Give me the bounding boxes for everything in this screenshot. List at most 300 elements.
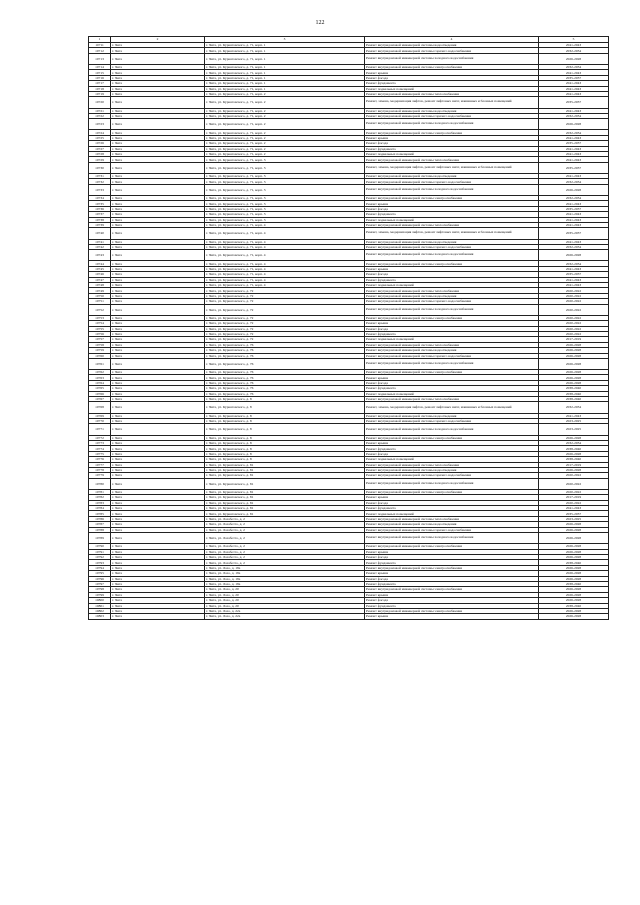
work-type-cell: Ремонт внутридомовой инженерной системы холодного водоснабжения bbox=[365, 250, 539, 261]
address-cell: г. Чита, ул. Курнатовского, д. 71, корп. 3 bbox=[205, 157, 365, 162]
work-type-cell: Ремонт, замена, модернизация лифтов, ремонт лифтовых шахт, машинных и блочных помещений bbox=[365, 97, 539, 108]
table-row bbox=[89, 533, 609, 544]
period-cell: 2026-2028 bbox=[539, 380, 609, 385]
address-cell: г. Чита, ул. Курнатовского, д. 81 bbox=[205, 489, 365, 494]
locality-cell: г. Чита bbox=[111, 478, 205, 489]
locality-cell: г. Чита bbox=[111, 592, 205, 597]
row-number-cell: 10748 bbox=[89, 283, 111, 288]
table-row bbox=[89, 614, 609, 619]
address-cell: г. Чита, ул. Курнатовского, д. 8 bbox=[205, 424, 365, 435]
row-number-cell: 10733 bbox=[89, 184, 111, 195]
row-number-cell: 10732 bbox=[89, 179, 111, 184]
period-cell: 2026-2028 bbox=[539, 435, 609, 440]
row-number-cell: 10755 bbox=[89, 326, 111, 331]
address-cell: г. Чита, ул. Курнатовского, д. 72 bbox=[205, 321, 365, 326]
work-type-cell: Ремонт фасада bbox=[365, 75, 539, 80]
work-type-cell: Ремонт фасада bbox=[365, 272, 539, 277]
address-cell: г. Чита, ул. Курнатовского, д. 72 bbox=[205, 304, 365, 315]
period-cell: 2032-2034 bbox=[539, 195, 609, 200]
table-row bbox=[89, 97, 609, 108]
row-number-cell: 10797 bbox=[89, 581, 111, 586]
locality-cell: г. Чита bbox=[111, 272, 205, 277]
address-cell: г. Чита, ул. Курнатовского, д. 8 bbox=[205, 413, 365, 418]
work-type-cell: Ремонт крыши bbox=[365, 70, 539, 75]
work-type-cell: Ремонт внутридомовой инженерной системы водоотведения bbox=[365, 348, 539, 353]
row-number-cell: 10791 bbox=[89, 549, 111, 554]
address-cell: г. Чита, ул. Курнатовского, д. 71, корп. 4 bbox=[205, 261, 365, 266]
row-number-cell: 10743 bbox=[89, 250, 111, 261]
address-cell: г. Чита, ул. Курнатовского, д. 71, корп. 2 bbox=[205, 108, 365, 113]
address-cell: г. Чита, ул. Лазо, д. 18а bbox=[205, 565, 365, 570]
period-cell: 2041-2043 bbox=[539, 91, 609, 96]
period-cell: 2041-2043 bbox=[539, 157, 609, 162]
locality-cell: г. Чита bbox=[111, 380, 205, 385]
row-number-cell: 10742 bbox=[89, 244, 111, 249]
row-number-cell: 10715 bbox=[89, 70, 111, 75]
address-cell: г. Чита, ул. Курнатовского, д. 8 bbox=[205, 402, 365, 413]
locality-cell: г. Чита bbox=[111, 130, 205, 135]
address-cell: г. Чита, ул. Курнатовского, д. 8 bbox=[205, 419, 365, 424]
address-cell: г. Чита, ул. Курнатовского, д. 72 bbox=[205, 288, 365, 293]
work-type-cell: Ремонт внутридомовой инженерной системы горячего водоснабжения bbox=[365, 244, 539, 249]
locality-cell: г. Чита bbox=[111, 576, 205, 581]
locality-cell: г. Чита bbox=[111, 195, 205, 200]
work-type-cell: Ремонт внутридомовой инженерной системы теплоснабжения bbox=[365, 288, 539, 293]
work-type-cell: Ремонт, замена, модернизация лифтов, ремонт лифтовых шахт, машинных и блочных помещений bbox=[365, 228, 539, 239]
row-number-cell: 10782 bbox=[89, 495, 111, 500]
work-type-cell: Ремонт фундамента bbox=[365, 386, 539, 391]
period-cell: 2026-2028 bbox=[539, 565, 609, 570]
row-number-cell: 10712 bbox=[89, 48, 111, 53]
period-cell: 2032-2034 bbox=[539, 130, 609, 135]
address-cell: г. Чита, ул. Курнатовского, д. 71, корп. 4 bbox=[205, 222, 365, 227]
column-header: 3 bbox=[205, 37, 365, 43]
address-cell: г. Чита, ул. Курнатовского, д. 76 bbox=[205, 358, 365, 369]
locality-cell: г. Чита bbox=[111, 457, 205, 462]
locality-cell: г. Чита bbox=[111, 555, 205, 560]
row-number-cell: 10739 bbox=[89, 222, 111, 227]
row-number-cell: 10738 bbox=[89, 217, 111, 222]
work-type-cell: Ремонт внутридомовой инженерной системы теплоснабжения bbox=[365, 516, 539, 521]
period-cell: 2020-2022 bbox=[539, 473, 609, 478]
work-type-cell: Ремонт фундамента bbox=[365, 506, 539, 511]
address-cell: г. Чита, ул. Курнатовского, д. 8 bbox=[205, 435, 365, 440]
work-type-cell: Ремонт внутридомовой инженерной системы горячего водоснабжения bbox=[365, 473, 539, 478]
period-cell: 2026-2028 bbox=[539, 342, 609, 347]
locality-cell: г. Чита bbox=[111, 533, 205, 544]
address-cell: г. Чита, ул. Курнатовского, д. 71, корп. 1 bbox=[205, 75, 365, 80]
period-cell: 2041-2043 bbox=[539, 70, 609, 75]
period-cell: 2017-2019 bbox=[539, 462, 609, 467]
row-number-cell: 10774 bbox=[89, 446, 111, 451]
locality-cell: г. Чита bbox=[111, 250, 205, 261]
period-cell: 2041-2043 bbox=[539, 277, 609, 282]
address-cell: г. Чита, ул. Курнатовского, д. 76 bbox=[205, 353, 365, 358]
locality-cell: г. Чита bbox=[111, 348, 205, 353]
locality-cell: г. Чита bbox=[111, 549, 205, 554]
period-cell: 2041-2043 bbox=[539, 174, 609, 179]
period-cell: 2020-2022 bbox=[539, 304, 609, 315]
locality-cell: г. Чита bbox=[111, 162, 205, 173]
period-cell: 2020-2022 bbox=[539, 293, 609, 298]
locality-cell: г. Чита bbox=[111, 228, 205, 239]
work-type-cell: Ремонт фасада bbox=[365, 326, 539, 331]
address-cell: г. Чита, ул. Курнатовского, д. 71, корп. 1 bbox=[205, 43, 365, 48]
work-type-cell: Ремонт внутридомовой инженерной системы горячего водоснабжения bbox=[365, 299, 539, 304]
period-cell: 2026-2028 bbox=[539, 614, 609, 619]
locality-cell: г. Чита bbox=[111, 473, 205, 478]
row-number-cell: 10730 bbox=[89, 162, 111, 173]
address-cell: г. Чита, ул. Курнатовского, д. 71, корп. 2 bbox=[205, 113, 365, 118]
address-cell: г. Чита, ул. Курнатовского, д. 81 bbox=[205, 500, 365, 505]
locality-cell: г. Чита bbox=[111, 266, 205, 271]
row-number-cell: 10749 bbox=[89, 288, 111, 293]
locality-cell: г. Чита bbox=[111, 516, 205, 521]
table-row bbox=[89, 424, 609, 435]
period-cell: 2023-2025 bbox=[539, 516, 609, 521]
row-number-cell: 10776 bbox=[89, 457, 111, 462]
locality-cell: г. Чита bbox=[111, 75, 205, 80]
period-cell: 2032-2034 bbox=[539, 113, 609, 118]
locality-cell: г. Чита bbox=[111, 413, 205, 418]
period-cell: 2026-2028 bbox=[539, 184, 609, 195]
period-cell: 2041-2043 bbox=[539, 239, 609, 244]
address-cell: г. Чита, ул. Курнатовского, д. 71, корп. 1 bbox=[205, 86, 365, 91]
locality-cell: г. Чита bbox=[111, 64, 205, 69]
period-cell: 2026-2028 bbox=[539, 533, 609, 544]
locality-cell: г. Чита bbox=[111, 424, 205, 435]
locality-cell: г. Чита bbox=[111, 86, 205, 91]
locality-cell: г. Чита bbox=[111, 451, 205, 456]
locality-cell: г. Чита bbox=[111, 603, 205, 608]
locality-cell: г. Чита bbox=[111, 141, 205, 146]
work-type-cell: Ремонт крыши bbox=[365, 549, 539, 554]
address-cell: г. Чита, ул. Курнатовского, д. 71, корп. 3 bbox=[205, 195, 365, 200]
locality-cell: г. Чита bbox=[111, 152, 205, 157]
period-cell: 2035-2037 bbox=[539, 206, 609, 211]
period-cell: 2026-2028 bbox=[539, 348, 609, 353]
work-type-cell: Ремонт фундамента bbox=[365, 81, 539, 86]
work-type-cell: Ремонт фасада bbox=[365, 451, 539, 456]
row-number-cell: 10788 bbox=[89, 527, 111, 532]
work-type-cell: Ремонт внутридомовой инженерной системы электроснабжения bbox=[365, 435, 539, 440]
row-number-cell: 10777 bbox=[89, 462, 111, 467]
repair-schedule-table bbox=[88, 36, 609, 620]
row-number-cell: 10740 bbox=[89, 228, 111, 239]
period-cell: 2026-2028 bbox=[539, 576, 609, 581]
table-row bbox=[89, 184, 609, 195]
row-number-cell: 10751 bbox=[89, 299, 111, 304]
work-type-cell: Ремонт фундамента bbox=[365, 212, 539, 217]
row-number-cell: 10752 bbox=[89, 304, 111, 315]
locality-cell: г. Чита bbox=[111, 614, 205, 619]
address-cell: г. Чита, ул. Курнатовского, д. 71, корп. 3 bbox=[205, 212, 365, 217]
row-number-cell: 10720 bbox=[89, 97, 111, 108]
work-type-cell: Ремонт внутридомовой инженерной системы холодного водоснабжения bbox=[365, 304, 539, 315]
address-cell: г. Чита, ул. Курнатовского, д. 76 bbox=[205, 375, 365, 380]
locality-cell: г. Чита bbox=[111, 206, 205, 211]
row-number-cell: 10775 bbox=[89, 451, 111, 456]
row-number-cell: 10723 bbox=[89, 119, 111, 130]
address-cell: г. Чита, ул. Курнатовского, д. 71, корп. 3 bbox=[205, 179, 365, 184]
table-row bbox=[89, 119, 609, 130]
address-cell: г. Чита, ул. Курнатовского, д. 71, корп. 2 bbox=[205, 119, 365, 130]
period-cell: 2023-2025 bbox=[539, 419, 609, 424]
row-number-cell: 10789 bbox=[89, 533, 111, 544]
row-number-cell: 10727 bbox=[89, 146, 111, 151]
row-number-cell: 10795 bbox=[89, 571, 111, 576]
address-cell: г. Чита, ул. Лазо, д. 20 bbox=[205, 598, 365, 603]
row-number-cell: 10769 bbox=[89, 413, 111, 418]
period-cell: 2020-2022 bbox=[539, 331, 609, 336]
period-cell: 2032-2034 bbox=[539, 261, 609, 266]
work-type-cell: Ремонт внутридомовой инженерной системы теплоснабжения bbox=[365, 397, 539, 402]
locality-cell: г. Чита bbox=[111, 293, 205, 298]
work-type-cell: Ремонт внутридомовой инженерной системы водоотведения bbox=[365, 108, 539, 113]
period-cell: 2038-2040 bbox=[539, 397, 609, 402]
address-cell: г. Чита, ул. Курнатовского, д. 8 bbox=[205, 397, 365, 402]
address-cell: г. Чита, ул. Курнатовского, д. 76 bbox=[205, 342, 365, 347]
period-cell: 2026-2028 bbox=[539, 527, 609, 532]
locality-cell: г. Чита bbox=[111, 113, 205, 118]
row-number-cell: 10767 bbox=[89, 397, 111, 402]
address-cell: г. Чита, ул. Курнатовского, д. 71, корп. 4 bbox=[205, 228, 365, 239]
row-number-cell: 10800 bbox=[89, 598, 111, 603]
period-cell: 2041-2043 bbox=[539, 413, 609, 418]
period-cell: 2041-2043 bbox=[539, 86, 609, 91]
row-number-cell: 10760 bbox=[89, 353, 111, 358]
period-cell: 2041-2043 bbox=[539, 212, 609, 217]
locality-cell: г. Чита bbox=[111, 184, 205, 195]
locality-cell: г. Чита bbox=[111, 48, 205, 53]
locality-cell: г. Чита bbox=[111, 304, 205, 315]
period-cell: 2038-2040 bbox=[539, 391, 609, 396]
locality-cell: г. Чита bbox=[111, 119, 205, 130]
address-cell: г. Чита, ул. Курнатовского, д. 71, корп. 1 bbox=[205, 53, 365, 64]
work-type-cell: Ремонт подвальных помещений bbox=[365, 457, 539, 462]
work-type-cell: Ремонт внутридомовой инженерной системы электроснабжения bbox=[365, 370, 539, 375]
address-cell: г. Чита, ул. Курнатовского, д. 71, корп. 4 bbox=[205, 250, 365, 261]
locality-cell: г. Чита bbox=[111, 397, 205, 402]
locality-cell: г. Чита bbox=[111, 506, 205, 511]
address-cell: г. Чита, ул. Курнатовского, д. 81 bbox=[205, 462, 365, 467]
period-cell: 2032-2034 bbox=[539, 64, 609, 69]
locality-cell: г. Чита bbox=[111, 598, 205, 603]
table-body bbox=[89, 43, 609, 620]
address-cell: г. Чита, ул. Курнатовского, д. 71, корп. 3 bbox=[205, 174, 365, 179]
column-header: 2 bbox=[111, 37, 205, 43]
work-type-cell: Ремонт подвальных помещений bbox=[365, 152, 539, 157]
locality-cell: г. Чита bbox=[111, 321, 205, 326]
address-cell: г. Чита, ул. Курнатовского, д. 8 bbox=[205, 440, 365, 445]
locality-cell: г. Чита bbox=[111, 571, 205, 576]
period-cell: 2017-2019 bbox=[539, 495, 609, 500]
address-cell: г. Чита, ул. Курнатовского, д. 71, корп. 2 bbox=[205, 141, 365, 146]
row-number-cell: 10801 bbox=[89, 603, 111, 608]
row-number-cell: 10724 bbox=[89, 130, 111, 135]
period-cell: 2026-2028 bbox=[539, 555, 609, 560]
period-cell: 2026-2028 bbox=[539, 608, 609, 613]
address-cell: г. Чита, ул. Курнатовского, д. 71, корп. 3 bbox=[205, 217, 365, 222]
address-cell: г. Чита, ул. Лазаботго, д. 2 bbox=[205, 544, 365, 549]
period-cell: 2041-2043 bbox=[539, 146, 609, 151]
row-number-cell: 10779 bbox=[89, 473, 111, 478]
row-number-cell: 10770 bbox=[89, 419, 111, 424]
address-cell: г. Чита, ул. Курнатовского, д. 71, корп. 1 bbox=[205, 81, 365, 86]
address-cell: г. Чита, ул. Курнатовского, д. 81 bbox=[205, 473, 365, 478]
address-cell: г. Чита, ул. Курнатовского, д. 71, корп. 1 bbox=[205, 64, 365, 69]
address-cell: г. Чита, ул. Курнатовского, д. 71, корп. 2 bbox=[205, 130, 365, 135]
work-type-cell: Ремонт внутридомовой инженерной системы водоотведения bbox=[365, 43, 539, 48]
row-number-cell: 10737 bbox=[89, 212, 111, 217]
work-type-cell: Ремонт фасада bbox=[365, 141, 539, 146]
work-type-cell: Ремонт внутридомовой инженерной системы электроснабжения bbox=[365, 64, 539, 69]
address-cell: г. Чита, ул. Курнатовского, д. 71, корп. 4 bbox=[205, 244, 365, 249]
locality-cell: г. Чита bbox=[111, 239, 205, 244]
address-cell: г. Чита, ул. Курнатовского, д. 71, корп. 3 bbox=[205, 201, 365, 206]
period-cell: 2026-2028 bbox=[539, 544, 609, 549]
period-cell: 2041-2043 bbox=[539, 135, 609, 140]
work-type-cell: Ремонт фасада bbox=[365, 598, 539, 603]
row-number-cell: 10717 bbox=[89, 81, 111, 86]
locality-cell: г. Чита bbox=[111, 283, 205, 288]
address-cell: г. Чита, ул. Курнатовского, д. 72 bbox=[205, 331, 365, 336]
row-number-cell: 10803 bbox=[89, 614, 111, 619]
locality-cell: г. Чита bbox=[111, 157, 205, 162]
row-number-cell: 10768 bbox=[89, 402, 111, 413]
work-type-cell: Ремонт внутридомовой инженерной системы водоотведения bbox=[365, 174, 539, 179]
row-number-cell: 10719 bbox=[89, 91, 111, 96]
row-number-cell: 10778 bbox=[89, 467, 111, 472]
period-cell: 2020-2022 bbox=[539, 321, 609, 326]
work-type-cell: Ремонт внутридомовой инженерной системы водоотведения bbox=[365, 467, 539, 472]
row-number-cell: 10784 bbox=[89, 506, 111, 511]
period-cell: 2035-2037 bbox=[539, 511, 609, 516]
address-cell: г. Чита, ул. Курнатовского, д. 71, корп. 3 bbox=[205, 184, 365, 195]
period-cell: 2026-2028 bbox=[539, 467, 609, 472]
locality-cell: г. Чита bbox=[111, 560, 205, 565]
row-number-cell: 10781 bbox=[89, 489, 111, 494]
work-type-cell: Ремонт подвальных помещений bbox=[365, 86, 539, 91]
address-cell: г. Чита, ул. Курнатовского, д. 76 bbox=[205, 391, 365, 396]
locality-cell: г. Чита bbox=[111, 495, 205, 500]
row-number-cell: 10716 bbox=[89, 75, 111, 80]
row-number-cell: 10757 bbox=[89, 337, 111, 342]
address-cell: г. Чита, ул. Курнатовского, д. 76 bbox=[205, 380, 365, 385]
row-number-cell: 10747 bbox=[89, 277, 111, 282]
locality-cell: г. Чита bbox=[111, 315, 205, 320]
work-type-cell: Ремонт крыши bbox=[365, 614, 539, 619]
work-type-cell: Ремонт фундамента bbox=[365, 331, 539, 336]
table-row bbox=[89, 53, 609, 64]
address-cell: г. Чита, ул. Курнатовского, д. 71, корп. 4 bbox=[205, 272, 365, 277]
period-cell: 2038-2040 bbox=[539, 581, 609, 586]
work-type-cell: Ремонт внутридомовой инженерной системы электроснабжения bbox=[365, 565, 539, 570]
locality-cell: г. Чита bbox=[111, 353, 205, 358]
period-cell: 2026-2028 bbox=[539, 451, 609, 456]
locality-cell: г. Чита bbox=[111, 70, 205, 75]
period-cell: 2032-2034 bbox=[539, 244, 609, 249]
work-type-cell: Ремонт внутридомовой инженерной системы теплоснабжения bbox=[365, 222, 539, 227]
work-type-cell: Ремонт крыши bbox=[365, 495, 539, 500]
row-number-cell: 10744 bbox=[89, 261, 111, 266]
row-number-cell: 10736 bbox=[89, 206, 111, 211]
work-type-cell: Ремонт внутридомовой инженерной системы электроснабжения bbox=[365, 587, 539, 592]
address-cell: г. Чита, ул. Лазо, д. 18а bbox=[205, 576, 365, 581]
work-type-cell: Ремонт внутридомовой инженерной системы электроснабжения bbox=[365, 261, 539, 266]
work-type-cell: Ремонт фундамента bbox=[365, 446, 539, 451]
row-number-cell: 10756 bbox=[89, 331, 111, 336]
period-cell: 2026-2028 bbox=[539, 598, 609, 603]
address-cell: г. Чита, ул. Курнатовского, д. 71, корп. 3 bbox=[205, 162, 365, 173]
row-number-cell: 10734 bbox=[89, 195, 111, 200]
row-number-cell: 10758 bbox=[89, 342, 111, 347]
row-number-cell: 10762 bbox=[89, 370, 111, 375]
work-type-cell: Ремонт подвальных помещений bbox=[365, 511, 539, 516]
address-cell: г. Чита, ул. Лазо, д. 22а bbox=[205, 614, 365, 619]
work-type-cell: Ремонт внутридомовой инженерной системы электроснабжения bbox=[365, 315, 539, 320]
address-cell: г. Чита, ул. Курнатовского, д. 71, корп. 2 bbox=[205, 97, 365, 108]
row-number-cell: 10773 bbox=[89, 440, 111, 445]
period-cell: 2026-2028 bbox=[539, 250, 609, 261]
work-type-cell: Ремонт внутридомовой инженерной системы электроснабжения bbox=[365, 544, 539, 549]
locality-cell: г. Чита bbox=[111, 440, 205, 445]
work-type-cell: Ремонт фундамента bbox=[365, 146, 539, 151]
locality-cell: г. Чита bbox=[111, 419, 205, 424]
period-cell: 2032-2034 bbox=[539, 402, 609, 413]
address-cell: г. Чита, ул. Лазаботго, д. 2 bbox=[205, 522, 365, 527]
period-cell: 2032-2034 bbox=[539, 179, 609, 184]
address-cell: г. Чита, ул. Курнатовского, д. 71, корп. 1 bbox=[205, 48, 365, 53]
locality-cell: г. Чита bbox=[111, 97, 205, 108]
row-number-cell: 10787 bbox=[89, 522, 111, 527]
address-cell: г. Чита, ул. Лазаботго, д. 2 bbox=[205, 527, 365, 532]
address-cell: г. Чита, ул. Курнатовского, д. 71, корп. 3 bbox=[205, 206, 365, 211]
period-cell: 2038-2040 bbox=[539, 560, 609, 565]
period-cell: 2026-2028 bbox=[539, 375, 609, 380]
work-type-cell: Ремонт подвальных помещений bbox=[365, 391, 539, 396]
address-cell: г. Чита, ул. Курнатовского, д. 76 bbox=[205, 370, 365, 375]
table-row bbox=[89, 478, 609, 489]
work-type-cell: Ремонт крыши bbox=[365, 440, 539, 445]
column-header: 1 bbox=[89, 37, 111, 43]
locality-cell: г. Чита bbox=[111, 375, 205, 380]
table-row bbox=[89, 162, 609, 173]
work-type-cell: Ремонт крыши bbox=[365, 201, 539, 206]
address-cell: г. Чита, ул. Курнатовского, д. 81 bbox=[205, 495, 365, 500]
locality-cell: г. Чита bbox=[111, 391, 205, 396]
period-cell: 2026-2028 bbox=[539, 53, 609, 64]
period-cell: 2038-2040 bbox=[539, 386, 609, 391]
period-cell: 2020-2022 bbox=[539, 326, 609, 331]
row-number-cell: 10766 bbox=[89, 391, 111, 396]
row-number-cell: 10798 bbox=[89, 587, 111, 592]
row-number-cell: 10785 bbox=[89, 511, 111, 516]
locality-cell: г. Чита bbox=[111, 288, 205, 293]
work-type-cell: Ремонт внутридомовой инженерной системы холодного водоснабжения bbox=[365, 424, 539, 435]
work-type-cell: Ремонт фундамента bbox=[365, 603, 539, 608]
locality-cell: г. Чита bbox=[111, 402, 205, 413]
row-number-cell: 10711 bbox=[89, 43, 111, 48]
locality-cell: г. Чита bbox=[111, 217, 205, 222]
period-cell: 2032-2034 bbox=[539, 48, 609, 53]
period-cell: 2041-2043 bbox=[539, 201, 609, 206]
locality-cell: г. Чита bbox=[111, 135, 205, 140]
work-type-cell: Ремонт крыши bbox=[365, 592, 539, 597]
row-number-cell: 10714 bbox=[89, 64, 111, 69]
row-number-cell: 10728 bbox=[89, 152, 111, 157]
period-cell: 2020-2022 bbox=[539, 489, 609, 494]
